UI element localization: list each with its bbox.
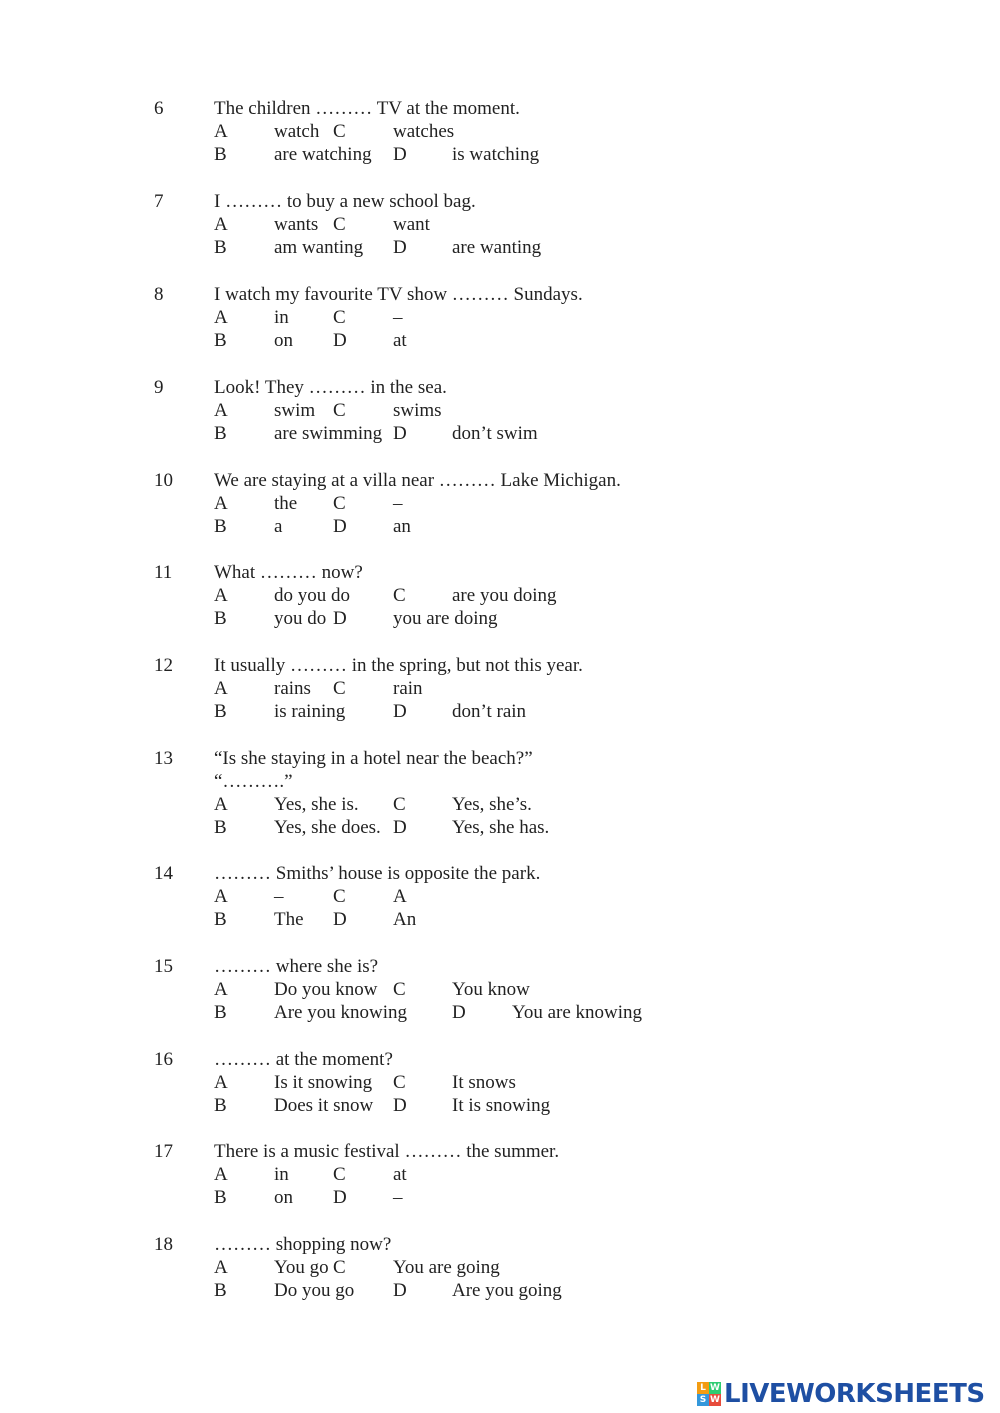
option-letter: D	[333, 608, 347, 629]
option-text[interactable]: Yes, she has.	[452, 817, 550, 838]
option-letter: B	[214, 1095, 227, 1116]
question-number: 15	[154, 956, 173, 977]
option-letter: B	[214, 330, 227, 351]
option-text[interactable]: –	[393, 493, 403, 514]
question-number: 6	[154, 98, 164, 119]
option-text[interactable]: in	[274, 307, 289, 328]
question-number: 7	[154, 191, 164, 212]
answer-options-row	[0, 213, 1000, 236]
option-letter: A	[214, 1257, 228, 1278]
answer-options-row	[0, 422, 1000, 445]
question-number: 11	[154, 562, 173, 583]
option-text[interactable]: a	[274, 516, 283, 537]
question-text: ……… shopping now?	[214, 1234, 392, 1255]
answer-options-row	[0, 978, 1000, 1001]
option-text[interactable]: at	[393, 1164, 407, 1185]
answer-options-row	[0, 399, 1000, 422]
option-letter: C	[393, 585, 406, 606]
liveworksheets-logo-icon	[697, 1382, 721, 1406]
option-letter: A	[214, 400, 228, 421]
option-text[interactable]: don’t swim	[452, 423, 538, 444]
answer-options-row	[0, 1001, 1000, 1024]
option-letter: A	[214, 1072, 228, 1093]
option-letter: B	[214, 516, 227, 537]
option-letter: C	[333, 493, 346, 514]
option-text[interactable]: You are knowing	[512, 1002, 643, 1023]
option-text[interactable]: you are doing	[393, 608, 498, 629]
option-letter: A	[214, 585, 228, 606]
option-text[interactable]: are you doing	[452, 585, 557, 606]
option-text[interactable]: Does it snow	[274, 1095, 374, 1116]
option-letter: C	[333, 214, 346, 235]
question-number: 12	[154, 655, 173, 676]
option-text[interactable]: –	[274, 886, 284, 907]
option-text[interactable]: at	[393, 330, 407, 351]
question-number: 18	[154, 1234, 173, 1255]
option-text[interactable]: on	[274, 1187, 293, 1208]
option-letter: D	[393, 1095, 407, 1116]
option-letter: B	[214, 608, 227, 629]
answer-options-row	[0, 1186, 1000, 1209]
option-letter: B	[214, 1280, 227, 1301]
answer-options-row	[0, 908, 1000, 931]
option-letter: C	[333, 121, 346, 142]
logo-cell: S	[697, 1394, 709, 1406]
option-letter: B	[214, 237, 227, 258]
option-text[interactable]: in	[274, 1164, 289, 1185]
question-text: We are staying at a villa near ……… Lake Michigan.	[214, 470, 621, 491]
question-text: There is a music festival ……… the summer.	[214, 1141, 560, 1162]
answer-options-row	[0, 1163, 1000, 1186]
answer-options-row	[0, 885, 1000, 908]
option-text[interactable]: do you do	[274, 585, 350, 606]
option-letter: C	[333, 678, 346, 699]
logo-cell: W	[710, 1383, 720, 1393]
option-text[interactable]: Are you going	[452, 1280, 562, 1301]
option-letter: B	[214, 423, 227, 444]
option-letter: D	[452, 1002, 466, 1023]
option-letter: D	[333, 1187, 347, 1208]
question-text: It usually ……… in the spring, but not this year.	[214, 655, 583, 676]
question-number: 8	[154, 284, 164, 305]
answer-options-row	[0, 584, 1000, 607]
option-letter: A	[214, 214, 228, 235]
question-number: 9	[154, 377, 164, 398]
answer-options-row	[0, 793, 1000, 816]
option-text[interactable]: is watching	[452, 144, 540, 165]
option-text[interactable]: It snows	[452, 1072, 516, 1093]
option-letter: C	[333, 307, 346, 328]
option-text[interactable]: rains	[274, 678, 311, 699]
option-text[interactable]: Yes, she is.	[274, 794, 359, 815]
question-text: ……… at the moment?	[214, 1049, 393, 1070]
option-text[interactable]: Do you know	[274, 979, 378, 1000]
option-letter: C	[333, 1257, 346, 1278]
option-letter: D	[333, 909, 347, 930]
answer-options-row	[0, 492, 1000, 515]
answer-options-row	[0, 143, 1000, 166]
option-text[interactable]: The	[274, 909, 304, 930]
answer-options-row	[0, 515, 1000, 538]
answer-options-row	[0, 329, 1000, 352]
question-text: ……… where she is?	[214, 956, 379, 977]
answer-options-row	[0, 1279, 1000, 1302]
option-letter: A	[214, 307, 228, 328]
option-letter: D	[393, 1280, 407, 1301]
option-text[interactable]: –	[393, 307, 403, 328]
answer-options-row	[0, 677, 1000, 700]
option-text[interactable]: am wanting	[274, 237, 364, 258]
option-letter: A	[214, 1164, 228, 1185]
question-number: 10	[154, 470, 173, 491]
option-letter: C	[333, 886, 346, 907]
option-text[interactable]: You go	[274, 1257, 329, 1278]
option-text[interactable]: you do	[274, 608, 327, 629]
option-text[interactable]: watch	[274, 121, 320, 142]
option-text[interactable]: don’t rain	[452, 701, 527, 722]
option-text[interactable]: watches	[393, 121, 455, 142]
option-letter: D	[333, 516, 347, 537]
option-letter: B	[214, 144, 227, 165]
question-number: 17	[154, 1141, 173, 1162]
option-letter: C	[333, 1164, 346, 1185]
option-text[interactable]: are wanting	[452, 237, 542, 258]
option-text[interactable]: are swimming	[274, 423, 383, 444]
option-text[interactable]: You are going	[393, 1257, 500, 1278]
option-text[interactable]: rain	[393, 678, 423, 699]
answer-options-row	[0, 607, 1000, 630]
option-letter: B	[214, 1002, 227, 1023]
question-text: I ……… to buy a new school bag.	[214, 191, 476, 212]
answer-options-row	[0, 1094, 1000, 1117]
question-text: I watch my favourite TV show ……… Sundays.	[214, 284, 583, 305]
option-letter: D	[393, 817, 407, 838]
option-text[interactable]: A	[393, 886, 407, 907]
option-letter: D	[393, 701, 407, 722]
option-letter: D	[393, 423, 407, 444]
question-number: 14	[154, 863, 173, 884]
option-letter: B	[214, 909, 227, 930]
option-text[interactable]: are watching	[274, 144, 372, 165]
option-letter: C	[333, 400, 346, 421]
question-number: 16	[154, 1049, 173, 1070]
option-letter: B	[214, 1187, 227, 1208]
option-letter: A	[214, 886, 228, 907]
question-text: Look! They ……… in the sea.	[214, 377, 447, 398]
option-text[interactable]: is raining	[274, 701, 346, 722]
option-text[interactable]: It is snowing	[452, 1095, 551, 1116]
option-letter: C	[393, 794, 406, 815]
question-text: “Is she staying in a hotel near the beach?”	[214, 748, 533, 769]
option-letter: C	[393, 1072, 406, 1093]
option-text[interactable]: –	[393, 1187, 403, 1208]
option-letter: B	[214, 701, 227, 722]
logo-cell: W	[710, 1395, 720, 1405]
question-number: 13	[154, 748, 173, 769]
option-text[interactable]: on	[274, 330, 293, 351]
answer-options-row	[0, 700, 1000, 723]
answer-options-row	[0, 816, 1000, 839]
option-letter: B	[214, 817, 227, 838]
liveworksheets-watermark	[697, 1378, 997, 1410]
option-text[interactable]: Do you go	[274, 1280, 355, 1301]
option-text[interactable]: Yes, she does.	[274, 817, 381, 838]
option-text[interactable]: want	[393, 214, 430, 235]
option-text[interactable]: Are you knowing	[274, 1002, 407, 1023]
question-text: ……… Smiths’ house is opposite the park.	[214, 863, 541, 884]
option-letter: A	[214, 493, 228, 514]
option-letter: A	[214, 979, 228, 1000]
question-text: What ……… now?	[214, 562, 363, 583]
option-letter: A	[214, 121, 228, 142]
question-text-continuation: “……….”	[214, 771, 293, 792]
option-letter: C	[393, 979, 406, 1000]
option-text[interactable]: swim	[274, 400, 316, 421]
question-text: The children ……… TV at the moment.	[214, 98, 520, 119]
logo-cell: L	[697, 1382, 709, 1394]
option-letter: A	[214, 794, 228, 815]
option-letter: A	[214, 678, 228, 699]
option-text[interactable]: the	[274, 493, 298, 514]
option-text[interactable]: You know	[452, 979, 530, 1000]
option-letter: D	[333, 330, 347, 351]
answer-options-row	[0, 236, 1000, 259]
option-letter: D	[393, 237, 407, 258]
brand-text: LIVEWORKSHEETS	[724, 1379, 985, 1409]
option-text[interactable]: Is it snowing	[274, 1072, 373, 1093]
option-text[interactable]: wants	[274, 214, 319, 235]
answer-options-row	[0, 1256, 1000, 1279]
option-letter: D	[393, 144, 407, 165]
answer-options-row	[0, 1071, 1000, 1094]
option-text[interactable]: An	[393, 909, 417, 930]
answer-options-row	[0, 306, 1000, 329]
answer-options-row	[0, 120, 1000, 143]
option-text[interactable]: Yes, she’s.	[452, 794, 532, 815]
option-text[interactable]: swims	[393, 400, 442, 421]
option-text[interactable]: an	[393, 516, 411, 537]
